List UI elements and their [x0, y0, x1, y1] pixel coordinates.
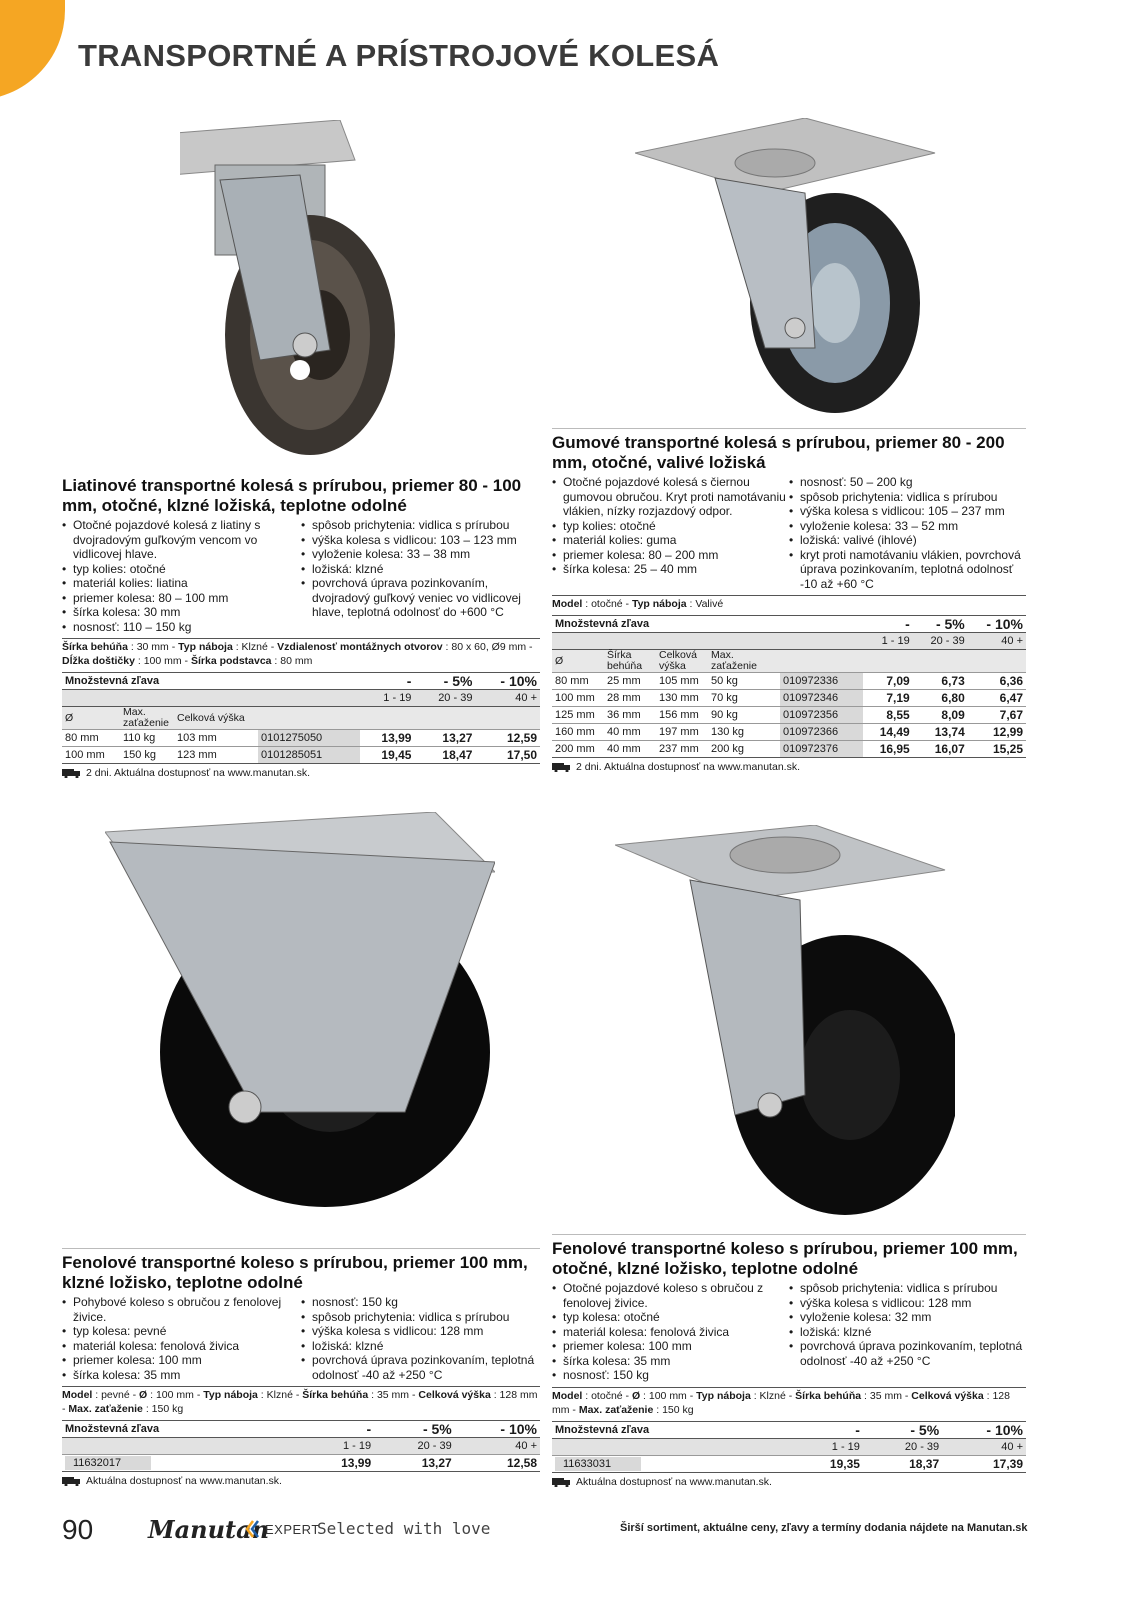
col-header: Ø [552, 650, 604, 673]
cell: 200 mm [552, 741, 604, 758]
cell: 103 mm [174, 730, 258, 747]
qty-range: 1 - 19 [302, 1438, 374, 1455]
cell: 130 kg [708, 724, 780, 741]
col-header: Šírka behúňa [604, 650, 656, 673]
price: 12,59 [475, 730, 540, 747]
features-left [62, 518, 301, 634]
price: 13,74 [913, 724, 968, 741]
spec-value: : 128 mm - [552, 1389, 1010, 1416]
discount-value: - 10% [475, 673, 540, 690]
spec-line [62, 638, 540, 668]
feature-item: • šírka kolesa: 25 – 40 mm [552, 562, 789, 577]
price: 15,25 [968, 741, 1026, 758]
feature-item: • materiál kolesa: fenolová živica [62, 1339, 301, 1354]
article-code: 010972336 [780, 673, 863, 690]
price-table [552, 615, 1026, 758]
discount-value: - 10% [968, 616, 1026, 633]
footer-note [620, 1522, 1028, 1534]
price: 17,39 [942, 1455, 1026, 1472]
discount-row [62, 1421, 540, 1438]
spec-key: Šírka behúňa [62, 641, 128, 653]
spec-value: : 128 mm - [62, 1389, 538, 1415]
article-code: 0101285051 [258, 747, 360, 764]
spec-key: Celková výška [418, 1389, 491, 1401]
cell: 105 mm [656, 673, 708, 690]
cell: 237 mm [656, 741, 708, 758]
spec-value: : 150 kg [653, 1403, 694, 1416]
cell: 40 mm [604, 724, 656, 741]
delivery-note [62, 767, 540, 779]
feature-item: • spôsob prichytenia: vidlica s prírubou [301, 518, 540, 533]
page-title: TRANSPORTNÉ A PRÍSTROJOVÉ KOLESÁ [78, 38, 720, 73]
delivery-text: 2 dni. Aktuálna dostupnosť na www.manutan.sk. [576, 761, 800, 773]
col-header: Ø [62, 707, 120, 730]
spec-line [62, 1386, 540, 1416]
discount-value: - [302, 1421, 374, 1438]
cell: 70 kg [708, 690, 780, 707]
article-code: 11632017 [65, 1456, 151, 1470]
col-header: Celková výška [174, 707, 258, 730]
price: 12,58 [455, 1455, 540, 1472]
feature-item: • spôsob prichytenia: vidlica s prírubou [789, 490, 1026, 505]
discount-row [552, 1421, 1026, 1438]
feature-item: • vyloženie kolesa: 32 mm [789, 1310, 1026, 1325]
product-block-cast-iron [62, 472, 540, 779]
discount-value: - 5% [414, 673, 475, 690]
feature-item: • nosnosť: 150 kg [552, 1368, 789, 1383]
brand-mark-icon [243, 1519, 263, 1539]
qty-range: 1 - 19 [863, 633, 912, 650]
spec-value: : 150 kg [142, 1403, 184, 1415]
price: 6,80 [913, 690, 968, 707]
quantity-row [552, 1438, 1026, 1455]
spec-value: : pevné - [92, 1389, 140, 1401]
spec-value: : Valivé [686, 598, 724, 610]
feature-item: • Otočné pojazdové kolesá z liatiny s dvojradovým guľkovým vencom vo vidlicovej hlave. [62, 518, 301, 562]
cell: 100 mm [552, 690, 604, 707]
price: 7,67 [968, 707, 1026, 724]
truck-icon [552, 762, 572, 772]
price: 18,37 [863, 1455, 942, 1472]
spec-key: Typ náboja [631, 598, 687, 610]
product-title: Gumové transportné kolesá s prírubou, priemer 80 - 200 mm, otočné, valivé ložiská [552, 428, 1026, 473]
spec-value: : Klzné - [750, 1389, 796, 1402]
spec-key: Šírka podstavca [190, 655, 272, 667]
feature-list [552, 475, 1026, 591]
spec-line [552, 1387, 1026, 1417]
table-row [552, 690, 1026, 707]
discount-value: - 5% [863, 1421, 942, 1438]
spec-key: Max. zaťaženie [68, 1403, 143, 1415]
features-left [552, 475, 789, 591]
table-row [62, 747, 540, 764]
spec-key: Model [552, 1389, 583, 1402]
table-row [552, 741, 1026, 758]
spec-value: : 30 mm - [127, 641, 179, 653]
discount-label: Množstevná zľava [62, 1421, 302, 1438]
feature-item: • spôsob prichytenia: vidlica s prírubou [301, 1310, 540, 1325]
spec-value: : Klzné - [257, 1389, 303, 1401]
article-code: 010972346 [780, 690, 863, 707]
feature-list [62, 518, 540, 634]
cell: 160 mm [552, 724, 604, 741]
truck-icon [552, 1477, 572, 1487]
feature-item: • kryt proti namotávaniu vlákien, povrchová úprava pozinkovaním, teplotná odolnosť -10 až +60 °C [789, 548, 1026, 592]
feature-item: • vyloženie kolesa: 33 – 38 mm [301, 547, 540, 562]
article-code: 11633031 [555, 1457, 641, 1471]
feature-item: • materiál kolies: liatina [62, 576, 301, 591]
cell: 200 kg [708, 741, 780, 758]
feature-item: • výška kolesa s vidlicou: 128 mm [789, 1296, 1026, 1311]
product-title: Liatinové transportné kolesá s prírubou, priemer 80 - 100 mm, otočné, klzné ložiská, teplotne odolné [62, 476, 522, 515]
price: 16,95 [863, 741, 912, 758]
discount-label: Množstevná zľava [552, 1421, 792, 1438]
spec-value: : 100 mm - [147, 1389, 204, 1401]
footer-text: Širší sortiment, aktuálne ceny, zľavy a termíny dodania nájdete na [620, 1522, 967, 1534]
product-image-phenolic-fixed-caster [105, 812, 495, 1212]
spec-value: : Klzné - [232, 641, 278, 653]
delivery-text: Aktuálna dostupnosť na www.manutan.sk. [86, 1475, 282, 1487]
feature-item: • šírka kolesa: 35 mm [62, 1368, 301, 1383]
discount-row [552, 616, 1026, 633]
cell: 123 mm [174, 747, 258, 764]
tagline: Selected with love [317, 1519, 491, 1538]
feature-item: • priemer kolesa: 80 – 100 mm [62, 591, 301, 606]
cell: 25 mm [604, 673, 656, 690]
spec-value: : otočné - [582, 1389, 632, 1402]
table-row [552, 673, 1026, 690]
feature-item: • povrchová úprava pozinkovaním, dvojradový guľkový veniec vo vidlicovej hlave, teplotná odolnosť do +600 °C [301, 576, 540, 620]
price: 13,99 [302, 1455, 374, 1472]
spec-key: Dĺžka doštičky [62, 655, 135, 667]
product-title: Fenolové transportné koleso s prírubou, priemer 100 mm, otočné, klzné ložisko, teplotne odolné [552, 1234, 1026, 1279]
cell: 40 mm [604, 741, 656, 758]
feature-item: • výška kolesa s vidlicou: 128 mm [301, 1324, 540, 1339]
discount-row [62, 673, 540, 690]
features-right [789, 1281, 1026, 1383]
feature-list [552, 1281, 1026, 1383]
feature-item: • Otočné pojazdové kolesá s čiernou gumovou obručou. Kryt proti namotávaniu vlákien, nízky rozjazdový odpor. [552, 475, 789, 519]
spec-key: Max. zaťaženie [578, 1403, 654, 1416]
features-right [301, 518, 540, 634]
feature-item: • výška kolesa s vidlicou: 103 – 123 mm [301, 533, 540, 548]
truck-icon [62, 768, 82, 778]
page-number: 90 [62, 1514, 94, 1545]
spec-key: Typ náboja [203, 1389, 258, 1401]
spec-key: Typ náboja [178, 641, 233, 653]
spec-key: Ø [631, 1389, 641, 1402]
price: 19,35 [792, 1455, 863, 1472]
feature-item: • ložiská: klzné [301, 1339, 540, 1354]
article-code: 010972376 [780, 741, 863, 758]
feature-item: • povrchová úprava pozinkovaním, teplotná odolnosť -40 až +250 °C [789, 1339, 1026, 1368]
quantity-row [552, 633, 1026, 650]
cell: 156 mm [656, 707, 708, 724]
cell: 110 kg [120, 730, 174, 747]
feature-item: • priemer kolesa: 80 – 200 mm [552, 548, 789, 563]
quantity-row [62, 690, 540, 707]
qty-range: 40 + [455, 1438, 540, 1455]
feature-item: • Otočné pojazdové koleso s obručou z fenolovej živice. [552, 1281, 789, 1310]
price: 6,36 [968, 673, 1026, 690]
feature-item: • typ kolies: otočné [62, 562, 301, 577]
price-table [62, 1420, 540, 1472]
price: 13,27 [414, 730, 475, 747]
product-image-phenolic-swivel-caster [615, 825, 955, 1220]
table-header [552, 650, 1026, 673]
table-row [62, 1455, 540, 1472]
features-left [552, 1281, 789, 1383]
product-block-phenolic-fixed [62, 1248, 540, 1487]
cell: 50 kg [708, 673, 780, 690]
table-row [552, 724, 1026, 741]
price: 16,07 [913, 741, 968, 758]
cell: 36 mm [604, 707, 656, 724]
qty-range: 40 + [968, 633, 1026, 650]
spec-value: : 100 mm - [134, 655, 191, 667]
price: 8,09 [913, 707, 968, 724]
price: 19,45 [360, 747, 415, 764]
price: 13,99 [360, 730, 415, 747]
feature-item: • materiál kolesa: fenolová živica [552, 1325, 789, 1340]
feature-item: • výška kolesa s vidlicou: 105 – 237 mm [789, 504, 1026, 519]
feature-item: • spôsob prichytenia: vidlica s prírubou [789, 1281, 1026, 1296]
table-header [62, 707, 540, 730]
qty-range: 20 - 39 [913, 633, 968, 650]
cell: 80 mm [62, 730, 120, 747]
spec-key: Vzdialenosť montážnych otvorov [277, 641, 443, 653]
price-table [552, 1421, 1026, 1473]
feature-item: • nosnosť: 50 – 200 kg [789, 475, 1026, 490]
discount-value: - [792, 1421, 863, 1438]
feature-item: • vyloženie kolesa: 33 – 52 mm [789, 519, 1026, 534]
delivery-note [552, 761, 1026, 773]
spec-value: : 80 mm [271, 655, 313, 667]
features-left [62, 1295, 301, 1382]
feature-item: • šírka kolesa: 35 mm [552, 1354, 789, 1369]
price: 6,47 [968, 690, 1026, 707]
feature-item: • povrchová úprava pozinkovaním, teplotná odolnosť -40 až +250 °C [301, 1353, 540, 1382]
feature-item: • typ kolesa: otočné [552, 1310, 789, 1325]
cell: 125 mm [552, 707, 604, 724]
cell: 90 kg [708, 707, 780, 724]
delivery-note [62, 1475, 540, 1487]
spec-key: Celková výška [911, 1389, 984, 1402]
product-block-phenolic-swivel [552, 1234, 1026, 1488]
feature-item: • priemer kolesa: 100 mm [62, 1353, 301, 1368]
quantity-row [62, 1438, 540, 1455]
discount-value: - 5% [374, 1421, 455, 1438]
col-header: Max. zaťaženie [120, 707, 174, 730]
cell: 150 kg [120, 747, 174, 764]
price: 7,09 [863, 673, 912, 690]
spec-line [552, 595, 1026, 611]
feature-item: • ložiská: klzné [789, 1325, 1026, 1340]
brand-logo: Manutan [148, 1515, 270, 1544]
truck-icon [62, 1476, 82, 1486]
article-code: 010972356 [780, 707, 863, 724]
price: 14,49 [863, 724, 912, 741]
spec-value: : 35 mm - [368, 1389, 419, 1401]
delivery-text: Aktuálna dostupnosť na www.manutan.sk. [576, 1475, 772, 1488]
spec-value: : otočné - [582, 598, 632, 610]
table-row [552, 707, 1026, 724]
feature-list [62, 1295, 540, 1382]
price: 12,99 [968, 724, 1026, 741]
qty-range: 1 - 19 [792, 1438, 863, 1455]
spec-value: : 35 mm - [861, 1389, 912, 1402]
price: 17,50 [475, 747, 540, 764]
cell: 80 mm [552, 673, 604, 690]
feature-item: • materiál kolies: guma [552, 533, 789, 548]
price: 13,27 [374, 1455, 455, 1472]
product-title: Fenolové transportné koleso s prírubou, priemer 100 mm, klzné ložisko, teplotne odolné [62, 1248, 540, 1293]
qty-range: 40 + [942, 1438, 1026, 1455]
qty-range: 20 - 39 [863, 1438, 942, 1455]
spec-key: Model [62, 1389, 93, 1401]
footer-link[interactable]: Manutan.sk [966, 1522, 1028, 1534]
discount-label: Množstevná zľava [62, 673, 360, 690]
qty-range: 20 - 39 [414, 690, 475, 707]
cell: 197 mm [656, 724, 708, 741]
feature-item: • nosnosť: 110 – 150 kg [62, 620, 301, 635]
price: 18,47 [414, 747, 475, 764]
discount-label: Množstevná zľava [552, 616, 863, 633]
delivery-note [552, 1476, 1026, 1488]
features-right [301, 1295, 540, 1382]
spec-value: : 80 x 60, Ø9 mm - [442, 641, 533, 653]
spec-key: Šírka behúňa [795, 1389, 862, 1402]
table-row [552, 1455, 1026, 1472]
feature-item: • Pohybové koleso s obručou z fenolovej živice. [62, 1295, 301, 1324]
cell: 28 mm [604, 690, 656, 707]
cell: 100 mm [62, 747, 120, 764]
feature-item: • ložiská: valivé (ihlové) [789, 533, 1026, 548]
discount-value: - 5% [913, 616, 968, 633]
article-code: 0101275050 [258, 730, 360, 747]
discount-value: - 10% [942, 1421, 1026, 1438]
discount-value: - 10% [455, 1421, 540, 1438]
feature-item: • typ kolesa: pevné [62, 1324, 301, 1339]
corner-accent [0, 0, 65, 100]
spec-key: Šírka behúňa [302, 1389, 369, 1401]
spec-key: Model [552, 598, 583, 610]
qty-range: 20 - 39 [374, 1438, 455, 1455]
discount-value: - [863, 616, 912, 633]
discount-value: - [360, 673, 415, 690]
price: 8,55 [863, 707, 912, 724]
spec-key: Ø [139, 1389, 148, 1401]
feature-item: • šírka kolesa: 30 mm [62, 605, 301, 620]
col-header: Celková výška [656, 650, 708, 673]
feature-item: • priemer kolesa: 100 mm [552, 1339, 789, 1354]
delivery-text: 2 dni. Aktuálna dostupnosť na www.manutan.sk. [86, 767, 310, 779]
spec-key: Typ náboja [696, 1389, 751, 1402]
price: 6,73 [913, 673, 968, 690]
product-image-cast-iron-caster [180, 120, 470, 460]
feature-item: • nosnosť: 150 kg [301, 1295, 540, 1310]
qty-range: 40 + [475, 690, 540, 707]
features-right [789, 475, 1026, 591]
product-image-rubber-caster [635, 118, 945, 423]
article-code: 010972366 [780, 724, 863, 741]
qty-range: 1 - 19 [360, 690, 415, 707]
table-row [62, 730, 540, 747]
feature-item: • typ kolies: otočné [552, 519, 789, 534]
feature-item: • ložiská: klzné [301, 562, 540, 577]
price: 7,19 [863, 690, 912, 707]
product-block-rubber [552, 428, 1026, 773]
spec-value: : 100 mm - [640, 1389, 697, 1402]
cell: 130 mm [656, 690, 708, 707]
col-header: Max. zaťaženie [708, 650, 780, 673]
price-table [62, 672, 540, 764]
brand-sub: EXPERT [265, 1522, 320, 1537]
